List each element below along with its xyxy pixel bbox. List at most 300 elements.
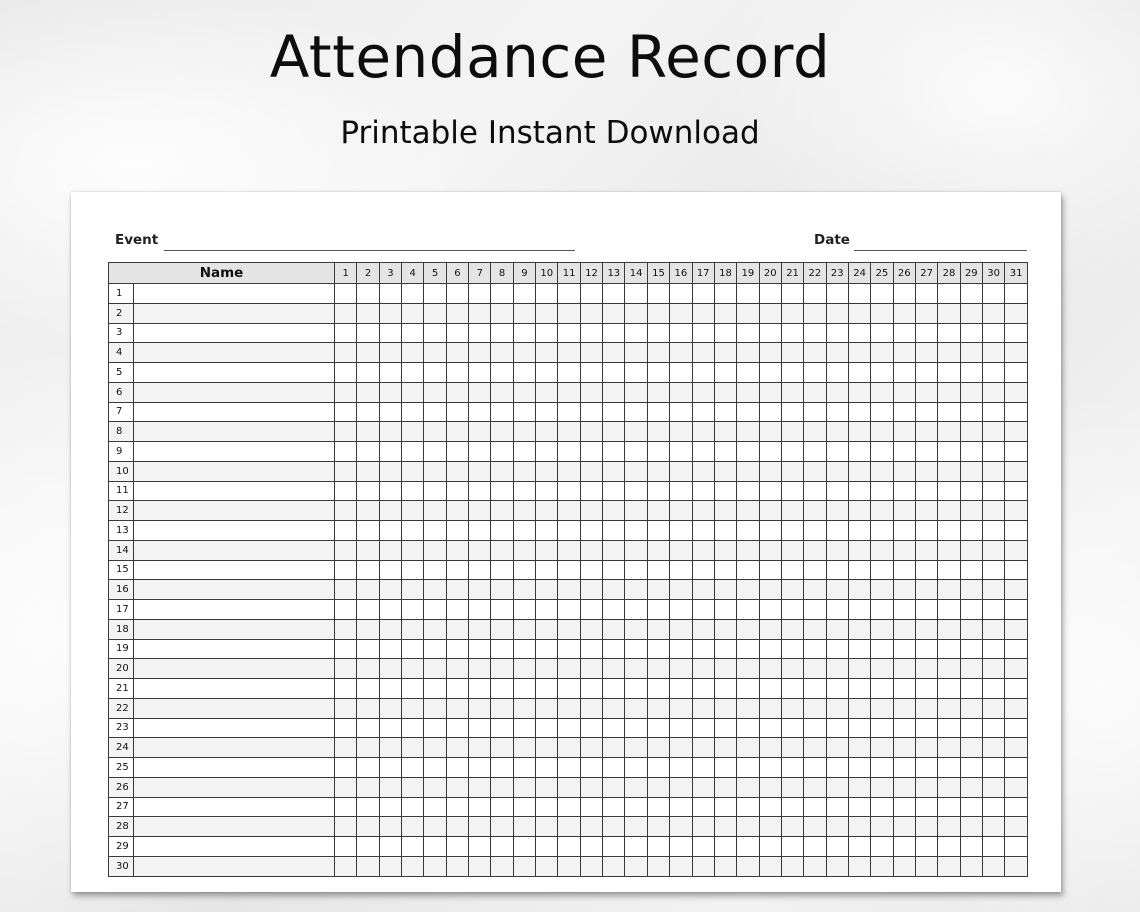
attendance-cell[interactable] [670, 619, 692, 639]
attendance-cell[interactable] [893, 837, 915, 857]
attendance-cell[interactable] [424, 501, 446, 521]
attendance-cell[interactable] [871, 382, 893, 402]
attendance-cell[interactable] [670, 580, 692, 600]
name-cell[interactable] [134, 817, 335, 837]
attendance-cell[interactable] [335, 461, 357, 481]
attendance-cell[interactable] [960, 600, 982, 620]
attendance-cell[interactable] [357, 560, 379, 580]
attendance-cell[interactable] [915, 422, 937, 442]
attendance-cell[interactable] [781, 501, 803, 521]
name-cell[interactable] [134, 659, 335, 679]
attendance-cell[interactable] [804, 303, 826, 323]
attendance-cell[interactable] [915, 323, 937, 343]
attendance-cell[interactable] [357, 738, 379, 758]
attendance-cell[interactable] [603, 363, 625, 383]
attendance-cell[interactable] [826, 856, 848, 876]
attendance-cell[interactable] [558, 580, 580, 600]
attendance-cell[interactable] [469, 481, 491, 501]
attendance-cell[interactable] [714, 323, 736, 343]
attendance-cell[interactable] [1005, 837, 1028, 857]
attendance-cell[interactable] [893, 501, 915, 521]
attendance-cell[interactable] [960, 481, 982, 501]
attendance-cell[interactable] [446, 659, 468, 679]
attendance-cell[interactable] [960, 521, 982, 541]
attendance-cell[interactable] [871, 758, 893, 778]
attendance-cell[interactable] [714, 837, 736, 857]
attendance-cell[interactable] [469, 501, 491, 521]
attendance-cell[interactable] [603, 580, 625, 600]
attendance-cell[interactable] [804, 619, 826, 639]
attendance-cell[interactable] [625, 718, 647, 738]
attendance-cell[interactable] [826, 343, 848, 363]
attendance-cell[interactable] [603, 856, 625, 876]
name-cell[interactable] [134, 837, 335, 857]
attendance-cell[interactable] [848, 501, 870, 521]
attendance-cell[interactable] [536, 817, 558, 837]
attendance-cell[interactable] [580, 343, 602, 363]
attendance-cell[interactable] [1005, 659, 1028, 679]
attendance-cell[interactable] [759, 856, 781, 876]
attendance-cell[interactable] [647, 718, 669, 738]
attendance-cell[interactable] [692, 382, 714, 402]
attendance-cell[interactable] [714, 461, 736, 481]
attendance-cell[interactable] [938, 738, 960, 758]
attendance-cell[interactable] [469, 738, 491, 758]
attendance-cell[interactable] [826, 323, 848, 343]
attendance-cell[interactable] [848, 797, 870, 817]
attendance-cell[interactable] [647, 738, 669, 758]
attendance-cell[interactable] [424, 639, 446, 659]
attendance-cell[interactable] [469, 600, 491, 620]
attendance-cell[interactable] [513, 422, 535, 442]
attendance-cell[interactable] [670, 284, 692, 304]
attendance-cell[interactable] [580, 402, 602, 422]
attendance-cell[interactable] [804, 797, 826, 817]
attendance-cell[interactable] [759, 560, 781, 580]
attendance-cell[interactable] [580, 758, 602, 778]
attendance-cell[interactable] [960, 560, 982, 580]
attendance-cell[interactable] [960, 442, 982, 462]
attendance-cell[interactable] [1005, 817, 1028, 837]
attendance-cell[interactable] [714, 738, 736, 758]
attendance-cell[interactable] [424, 698, 446, 718]
attendance-cell[interactable] [603, 461, 625, 481]
attendance-cell[interactable] [714, 303, 736, 323]
attendance-cell[interactable] [848, 560, 870, 580]
attendance-cell[interactable] [335, 698, 357, 718]
attendance-cell[interactable] [871, 422, 893, 442]
attendance-cell[interactable] [513, 718, 535, 738]
attendance-cell[interactable] [357, 382, 379, 402]
attendance-cell[interactable] [335, 580, 357, 600]
attendance-cell[interactable] [647, 797, 669, 817]
attendance-cell[interactable] [379, 402, 401, 422]
attendance-cell[interactable] [580, 659, 602, 679]
attendance-cell[interactable] [826, 837, 848, 857]
attendance-cell[interactable] [871, 679, 893, 699]
attendance-cell[interactable] [915, 343, 937, 363]
attendance-cell[interactable] [357, 600, 379, 620]
attendance-cell[interactable] [938, 540, 960, 560]
attendance-cell[interactable] [804, 560, 826, 580]
attendance-cell[interactable] [938, 402, 960, 422]
attendance-cell[interactable] [826, 580, 848, 600]
attendance-cell[interactable] [670, 402, 692, 422]
attendance-cell[interactable] [982, 461, 1004, 481]
attendance-cell[interactable] [893, 284, 915, 304]
attendance-cell[interactable] [915, 817, 937, 837]
attendance-cell[interactable] [491, 817, 513, 837]
attendance-cell[interactable] [1005, 363, 1028, 383]
attendance-cell[interactable] [982, 501, 1004, 521]
attendance-cell[interactable] [692, 402, 714, 422]
attendance-cell[interactable] [580, 540, 602, 560]
attendance-cell[interactable] [737, 363, 759, 383]
attendance-cell[interactable] [625, 817, 647, 837]
attendance-cell[interactable] [915, 738, 937, 758]
attendance-cell[interactable] [536, 422, 558, 442]
attendance-cell[interactable] [737, 856, 759, 876]
attendance-cell[interactable] [826, 679, 848, 699]
attendance-cell[interactable] [670, 600, 692, 620]
attendance-cell[interactable] [960, 738, 982, 758]
attendance-cell[interactable] [446, 481, 468, 501]
attendance-cell[interactable] [893, 659, 915, 679]
attendance-cell[interactable] [379, 837, 401, 857]
attendance-cell[interactable] [379, 738, 401, 758]
attendance-cell[interactable] [1005, 284, 1028, 304]
attendance-cell[interactable] [536, 738, 558, 758]
attendance-cell[interactable] [335, 303, 357, 323]
attendance-cell[interactable] [446, 323, 468, 343]
attendance-cell[interactable] [737, 303, 759, 323]
attendance-cell[interactable] [737, 323, 759, 343]
attendance-cell[interactable] [357, 580, 379, 600]
attendance-cell[interactable] [692, 442, 714, 462]
attendance-cell[interactable] [424, 659, 446, 679]
attendance-cell[interactable] [580, 619, 602, 639]
attendance-cell[interactable] [625, 580, 647, 600]
attendance-cell[interactable] [513, 797, 535, 817]
attendance-cell[interactable] [826, 303, 848, 323]
attendance-cell[interactable] [960, 303, 982, 323]
attendance-cell[interactable] [424, 797, 446, 817]
attendance-cell[interactable] [424, 540, 446, 560]
attendance-cell[interactable] [558, 363, 580, 383]
attendance-cell[interactable] [848, 698, 870, 718]
attendance-cell[interactable] [424, 758, 446, 778]
attendance-cell[interactable] [558, 343, 580, 363]
attendance-cell[interactable] [982, 560, 1004, 580]
attendance-cell[interactable] [938, 856, 960, 876]
attendance-cell[interactable] [960, 343, 982, 363]
attendance-cell[interactable] [826, 442, 848, 462]
attendance-cell[interactable] [603, 600, 625, 620]
attendance-cell[interactable] [647, 600, 669, 620]
attendance-cell[interactable] [960, 422, 982, 442]
attendance-cell[interactable] [826, 758, 848, 778]
attendance-cell[interactable] [982, 679, 1004, 699]
attendance-cell[interactable] [625, 363, 647, 383]
name-cell[interactable] [134, 501, 335, 521]
attendance-cell[interactable] [580, 363, 602, 383]
attendance-cell[interactable] [781, 540, 803, 560]
attendance-cell[interactable] [714, 698, 736, 718]
attendance-cell[interactable] [938, 797, 960, 817]
attendance-cell[interactable] [357, 639, 379, 659]
attendance-cell[interactable] [446, 363, 468, 383]
attendance-cell[interactable] [536, 284, 558, 304]
attendance-cell[interactable] [871, 639, 893, 659]
attendance-cell[interactable] [424, 837, 446, 857]
attendance-cell[interactable] [826, 619, 848, 639]
attendance-cell[interactable] [603, 659, 625, 679]
attendance-cell[interactable] [714, 718, 736, 738]
attendance-cell[interactable] [915, 303, 937, 323]
attendance-cell[interactable] [938, 698, 960, 718]
attendance-cell[interactable] [1005, 738, 1028, 758]
attendance-cell[interactable] [759, 619, 781, 639]
attendance-cell[interactable] [692, 679, 714, 699]
attendance-cell[interactable] [1005, 619, 1028, 639]
attendance-cell[interactable] [491, 679, 513, 699]
attendance-cell[interactable] [737, 639, 759, 659]
attendance-cell[interactable] [893, 777, 915, 797]
attendance-cell[interactable] [826, 797, 848, 817]
attendance-cell[interactable] [826, 422, 848, 442]
attendance-cell[interactable] [580, 560, 602, 580]
attendance-cell[interactable] [737, 817, 759, 837]
attendance-cell[interactable] [558, 817, 580, 837]
attendance-cell[interactable] [848, 402, 870, 422]
attendance-cell[interactable] [804, 600, 826, 620]
attendance-cell[interactable] [670, 382, 692, 402]
attendance-cell[interactable] [647, 856, 669, 876]
attendance-cell[interactable] [871, 698, 893, 718]
attendance-cell[interactable] [469, 303, 491, 323]
attendance-cell[interactable] [647, 442, 669, 462]
attendance-cell[interactable] [848, 600, 870, 620]
attendance-cell[interactable] [960, 540, 982, 560]
attendance-cell[interactable] [781, 363, 803, 383]
attendance-cell[interactable] [603, 343, 625, 363]
attendance-cell[interactable] [335, 718, 357, 738]
attendance-cell[interactable] [960, 659, 982, 679]
attendance-cell[interactable] [379, 758, 401, 778]
attendance-cell[interactable] [491, 600, 513, 620]
attendance-cell[interactable] [491, 461, 513, 481]
attendance-cell[interactable] [625, 659, 647, 679]
attendance-cell[interactable] [402, 481, 424, 501]
attendance-cell[interactable] [379, 442, 401, 462]
attendance-cell[interactable] [670, 718, 692, 738]
attendance-cell[interactable] [737, 382, 759, 402]
attendance-cell[interactable] [982, 856, 1004, 876]
attendance-cell[interactable] [580, 284, 602, 304]
attendance-cell[interactable] [335, 600, 357, 620]
attendance-cell[interactable] [982, 521, 1004, 541]
attendance-cell[interactable] [692, 521, 714, 541]
attendance-cell[interactable] [826, 521, 848, 541]
attendance-cell[interactable] [513, 501, 535, 521]
attendance-cell[interactable] [982, 442, 1004, 462]
attendance-cell[interactable] [446, 718, 468, 738]
attendance-cell[interactable] [826, 600, 848, 620]
attendance-cell[interactable] [848, 777, 870, 797]
attendance-cell[interactable] [647, 422, 669, 442]
attendance-cell[interactable] [424, 422, 446, 442]
attendance-cell[interactable] [826, 659, 848, 679]
attendance-cell[interactable] [982, 777, 1004, 797]
attendance-cell[interactable] [513, 382, 535, 402]
attendance-cell[interactable] [804, 639, 826, 659]
attendance-cell[interactable] [357, 442, 379, 462]
attendance-cell[interactable] [335, 442, 357, 462]
attendance-cell[interactable] [826, 284, 848, 304]
attendance-cell[interactable] [848, 481, 870, 501]
attendance-cell[interactable] [826, 540, 848, 560]
attendance-cell[interactable] [848, 659, 870, 679]
attendance-cell[interactable] [804, 817, 826, 837]
attendance-cell[interactable] [1005, 639, 1028, 659]
attendance-cell[interactable] [357, 303, 379, 323]
attendance-cell[interactable] [871, 363, 893, 383]
attendance-cell[interactable] [982, 422, 1004, 442]
attendance-cell[interactable] [357, 659, 379, 679]
attendance-cell[interactable] [982, 600, 1004, 620]
attendance-cell[interactable] [469, 856, 491, 876]
attendance-cell[interactable] [781, 560, 803, 580]
attendance-cell[interactable] [938, 303, 960, 323]
attendance-cell[interactable] [781, 323, 803, 343]
attendance-cell[interactable] [692, 422, 714, 442]
attendance-cell[interactable] [1005, 461, 1028, 481]
attendance-cell[interactable] [335, 521, 357, 541]
attendance-cell[interactable] [982, 481, 1004, 501]
attendance-cell[interactable] [759, 679, 781, 699]
attendance-cell[interactable] [647, 560, 669, 580]
attendance-cell[interactable] [848, 639, 870, 659]
attendance-cell[interactable] [714, 560, 736, 580]
attendance-cell[interactable] [446, 442, 468, 462]
attendance-cell[interactable] [871, 837, 893, 857]
attendance-cell[interactable] [402, 837, 424, 857]
attendance-cell[interactable] [737, 837, 759, 857]
attendance-cell[interactable] [580, 679, 602, 699]
attendance-cell[interactable] [737, 284, 759, 304]
attendance-cell[interactable] [960, 284, 982, 304]
attendance-cell[interactable] [737, 521, 759, 541]
attendance-cell[interactable] [446, 284, 468, 304]
attendance-cell[interactable] [714, 284, 736, 304]
attendance-cell[interactable] [982, 738, 1004, 758]
attendance-cell[interactable] [335, 639, 357, 659]
name-cell[interactable] [134, 303, 335, 323]
name-cell[interactable] [134, 560, 335, 580]
attendance-cell[interactable] [714, 521, 736, 541]
attendance-cell[interactable] [938, 659, 960, 679]
attendance-cell[interactable] [647, 837, 669, 857]
attendance-cell[interactable] [647, 501, 669, 521]
attendance-cell[interactable] [424, 303, 446, 323]
attendance-cell[interactable] [781, 402, 803, 422]
attendance-cell[interactable] [982, 659, 1004, 679]
attendance-cell[interactable] [960, 817, 982, 837]
attendance-cell[interactable] [446, 679, 468, 699]
attendance-cell[interactable] [781, 481, 803, 501]
attendance-cell[interactable] [379, 698, 401, 718]
attendance-cell[interactable] [446, 600, 468, 620]
attendance-cell[interactable] [804, 738, 826, 758]
attendance-cell[interactable] [804, 284, 826, 304]
attendance-cell[interactable] [692, 619, 714, 639]
attendance-cell[interactable] [737, 501, 759, 521]
attendance-cell[interactable] [647, 363, 669, 383]
attendance-cell[interactable] [737, 659, 759, 679]
attendance-cell[interactable] [893, 402, 915, 422]
attendance-cell[interactable] [826, 382, 848, 402]
attendance-cell[interactable] [603, 540, 625, 560]
attendance-cell[interactable] [603, 382, 625, 402]
attendance-cell[interactable] [402, 817, 424, 837]
name-cell[interactable] [134, 521, 335, 541]
attendance-cell[interactable] [781, 422, 803, 442]
attendance-cell[interactable] [871, 817, 893, 837]
attendance-cell[interactable] [491, 422, 513, 442]
attendance-cell[interactable] [379, 501, 401, 521]
attendance-cell[interactable] [670, 738, 692, 758]
attendance-cell[interactable] [469, 521, 491, 541]
attendance-cell[interactable] [558, 422, 580, 442]
attendance-cell[interactable] [714, 382, 736, 402]
attendance-cell[interactable] [603, 442, 625, 462]
attendance-cell[interactable] [424, 856, 446, 876]
attendance-cell[interactable] [1005, 560, 1028, 580]
attendance-cell[interactable] [1005, 797, 1028, 817]
attendance-cell[interactable] [469, 323, 491, 343]
attendance-cell[interactable] [670, 758, 692, 778]
attendance-cell[interactable] [513, 777, 535, 797]
attendance-cell[interactable] [714, 659, 736, 679]
attendance-cell[interactable] [759, 343, 781, 363]
attendance-cell[interactable] [580, 303, 602, 323]
attendance-cell[interactable] [1005, 540, 1028, 560]
attendance-cell[interactable] [893, 817, 915, 837]
attendance-cell[interactable] [848, 758, 870, 778]
attendance-cell[interactable] [759, 284, 781, 304]
attendance-cell[interactable] [402, 758, 424, 778]
attendance-cell[interactable] [804, 679, 826, 699]
attendance-cell[interactable] [603, 402, 625, 422]
attendance-cell[interactable] [982, 343, 1004, 363]
attendance-cell[interactable] [938, 679, 960, 699]
attendance-cell[interactable] [335, 422, 357, 442]
attendance-cell[interactable] [357, 679, 379, 699]
attendance-cell[interactable] [558, 698, 580, 718]
name-cell[interactable] [134, 402, 335, 422]
attendance-cell[interactable] [692, 837, 714, 857]
attendance-cell[interactable] [759, 323, 781, 343]
attendance-cell[interactable] [938, 639, 960, 659]
attendance-cell[interactable] [513, 540, 535, 560]
attendance-cell[interactable] [625, 698, 647, 718]
attendance-cell[interactable] [402, 422, 424, 442]
name-cell[interactable] [134, 422, 335, 442]
attendance-cell[interactable] [536, 777, 558, 797]
attendance-cell[interactable] [379, 323, 401, 343]
attendance-cell[interactable] [469, 540, 491, 560]
attendance-cell[interactable] [469, 343, 491, 363]
